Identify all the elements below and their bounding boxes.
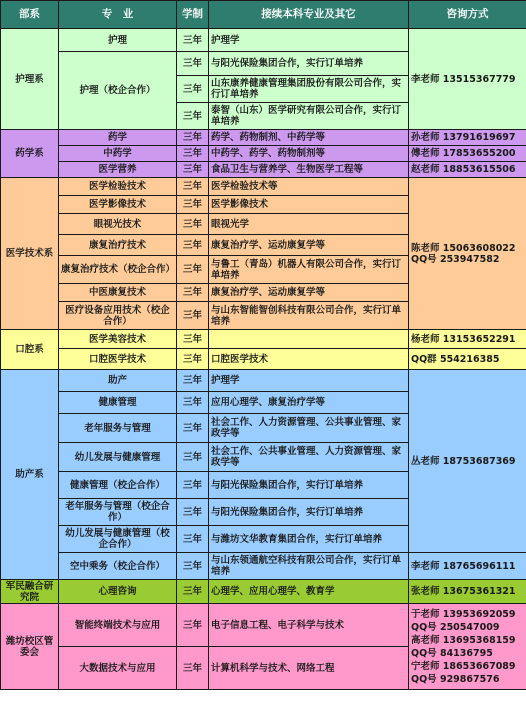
continuation-cell: 与山东智能智创科技有限公司合作，实行订单培养 [209, 302, 409, 330]
table-row [1, 162, 526, 178]
duration-cell: 三年 [177, 52, 209, 76]
contact-cell [409, 178, 526, 330]
header-department: 部系 [1, 1, 59, 29]
contact-line: QQ号 253947582 [411, 253, 500, 265]
major-cell: 口腔医学技术 [59, 349, 177, 370]
department-name: 药学系 [1, 130, 59, 178]
duration-cell: 三年 [177, 580, 209, 604]
department-name: 医学技术系 [1, 178, 59, 330]
continuation-cell: 护理学 [209, 370, 409, 392]
duration-cell: 三年 [177, 647, 209, 690]
continuation-cell: 与潍坊文华教育集团合作，实行订单培养 [209, 526, 409, 553]
duration-cell: 三年 [177, 146, 209, 162]
department-name: 助产系 [1, 370, 59, 580]
contact-line: QQ号 929867576 [411, 673, 500, 685]
major-cell: 眼视光技术 [59, 214, 177, 235]
major-cell: 医疗设备应用技术（校企合作） [59, 302, 177, 330]
continuation-cell: 护理学 [209, 29, 409, 52]
contact-line: QQ号 250547009 [411, 621, 500, 633]
contact-line: 李老师 13515367779 [411, 73, 516, 85]
major-cell: 助产 [59, 370, 177, 392]
major-cell: 大数据技术与应用 [59, 647, 177, 690]
contact-line: 陈老师 15063608022 [411, 242, 516, 254]
continuation-cell: 与鲁工（青岛）机器人有限公司合作，实行订单培养 [209, 256, 409, 284]
major-cell: 医学影像技术 [59, 196, 177, 214]
table-row [1, 146, 526, 162]
header-contact: 咨询方式 [409, 1, 526, 29]
table-row [1, 330, 526, 349]
contact-line: 宁老师 18653667089 [411, 660, 516, 672]
contact-cell: 李老师 18765696111 [409, 553, 526, 580]
department-name: 潍坊校区管委会 [1, 604, 59, 690]
table-row [1, 178, 526, 196]
major-cell: 老年服务与管理（校企合作） [59, 499, 177, 526]
duration-cell: 三年 [177, 103, 209, 130]
continuation-cell [209, 330, 409, 349]
table-row [1, 130, 526, 146]
continuation-cell: 应用心理学、康复治疗学等 [209, 392, 409, 414]
major-cell: 药学 [59, 130, 177, 146]
major-cell: 健康管理 [59, 392, 177, 414]
continuation-cell: 康复治疗学、运动康复学等 [209, 235, 409, 256]
continuation-cell: 医学影像技术 [209, 196, 409, 214]
contact-cell: 孙老师 13791619697 [409, 130, 526, 146]
duration-cell: 三年 [177, 76, 209, 103]
header-continuation: 接续本科专业及其它 [209, 1, 409, 29]
header-duration: 学制 [177, 1, 209, 29]
major-cell: 幼儿发展与健康管理 [59, 443, 177, 472]
header-row [1, 1, 526, 29]
department-name: 军民融合研究院 [1, 580, 59, 604]
continuation-cell: 医学检验技术等 [209, 178, 409, 196]
department-name: 口腔系 [1, 330, 59, 370]
major-cell: 空中乘务（校企合作） [59, 553, 177, 580]
major-cell: 心理咨询 [59, 580, 177, 604]
continuation-cell: 与阳光保险集团合作，实行订单培养 [209, 52, 409, 76]
table-row [1, 370, 526, 392]
continuation-cell: 药学、药物制剂、中药学等 [209, 130, 409, 146]
contact-cell [409, 370, 526, 553]
continuation-cell: 口腔医学技术 [209, 349, 409, 370]
continuation-cell: 泰智（山东）医学研究有限公司合作，实行订单培养 [209, 103, 409, 130]
major-cell: 幼儿发展与健康管理（校企合作） [59, 526, 177, 553]
table-row [1, 553, 526, 580]
duration-cell: 三年 [177, 162, 209, 178]
contact-cell: 傅老师 17853655200 [409, 146, 526, 162]
major-cell: 健康管理（校企合作） [59, 472, 177, 499]
duration-cell: 三年 [177, 370, 209, 392]
contact-cell: 赵老师 18853615506 [409, 162, 526, 178]
major-cell: 护理（校企合作） [59, 52, 177, 130]
contact-line: 于老师 13953692059 [411, 608, 516, 620]
duration-cell: 三年 [177, 330, 209, 349]
continuation-cell: 电子信息工程、电子科学与技术 [209, 604, 409, 647]
duration-cell: 三年 [177, 443, 209, 472]
continuation-cell: 与山东领通航空科技有限公司合作，实行订单培养 [209, 553, 409, 580]
duration-cell: 三年 [177, 553, 209, 580]
duration-cell: 三年 [177, 214, 209, 235]
contact-cell: 张老师 13675361321 [409, 580, 526, 604]
duration-cell: 三年 [177, 392, 209, 414]
major-cell: 医学美容技术 [59, 330, 177, 349]
continuation-cell: 与阳光保险集团合作，实行订单培养 [209, 472, 409, 499]
contact-cell [409, 29, 526, 130]
continuation-cell: 康复治疗学、运动康复学等 [209, 284, 409, 302]
major-cell: 康复治疗技术 [59, 235, 177, 256]
major-cell: 智能终端技术与应用 [59, 604, 177, 647]
table-row [1, 29, 526, 52]
contact-line: 丛老师 18753687369 [411, 455, 516, 467]
major-cell: 中药学 [59, 146, 177, 162]
table-row [1, 349, 526, 370]
major-cell: 医学营养 [59, 162, 177, 178]
duration-cell: 三年 [177, 29, 209, 52]
duration-cell: 三年 [177, 499, 209, 526]
continuation-cell: 食品卫生与营养学、生物医学工程等 [209, 162, 409, 178]
duration-cell: 三年 [177, 235, 209, 256]
contact-line: 高老师 13695368159 [411, 634, 516, 646]
continuation-cell: 与阳光保险集团合作，实行订单培养 [209, 499, 409, 526]
contact-line: QQ号 84136795 [411, 647, 493, 659]
continuation-cell: 计算机科学与技术、网络工程 [209, 647, 409, 690]
duration-cell: 三年 [177, 284, 209, 302]
continuation-cell: 心理学、应用心理学、教育学 [209, 580, 409, 604]
major-cell: 中医康复技术 [59, 284, 177, 302]
duration-cell: 三年 [177, 196, 209, 214]
continuation-cell: 社会工作、公共事业管理、人力资源管理、家政学等 [209, 443, 409, 472]
duration-cell: 三年 [177, 349, 209, 370]
duration-cell: 三年 [177, 178, 209, 196]
continuation-cell: 眼视光学 [209, 214, 409, 235]
contact-cell [409, 604, 526, 690]
duration-cell: 三年 [177, 414, 209, 443]
duration-cell: 三年 [177, 256, 209, 284]
major-cell: 老年服务与管理 [59, 414, 177, 443]
duration-cell: 三年 [177, 130, 209, 146]
duration-cell: 三年 [177, 604, 209, 647]
department-name: 护理系 [1, 29, 59, 130]
table-row [1, 604, 526, 647]
duration-cell: 三年 [177, 472, 209, 499]
table-row [1, 580, 526, 604]
contact-cell: 杨老师 13153652291 [409, 330, 526, 349]
header-major: 专 业 [59, 1, 177, 29]
major-cell: 医学检验技术 [59, 178, 177, 196]
continuation-cell: 山东康养健康管理集团股份有限公司合作，实行订单培养 [209, 76, 409, 103]
duration-cell: 三年 [177, 302, 209, 330]
continuation-cell: 中药学、药学、药物制剂等 [209, 146, 409, 162]
contact-cell: QQ群 554216385 [409, 349, 526, 370]
duration-cell: 三年 [177, 526, 209, 553]
major-cell: 护理 [59, 29, 177, 52]
continuation-cell: 社会工作、人力资源管理、公共事业管理、家政学等 [209, 414, 409, 443]
major-cell: 康复治疗技术（校企合作） [59, 256, 177, 284]
